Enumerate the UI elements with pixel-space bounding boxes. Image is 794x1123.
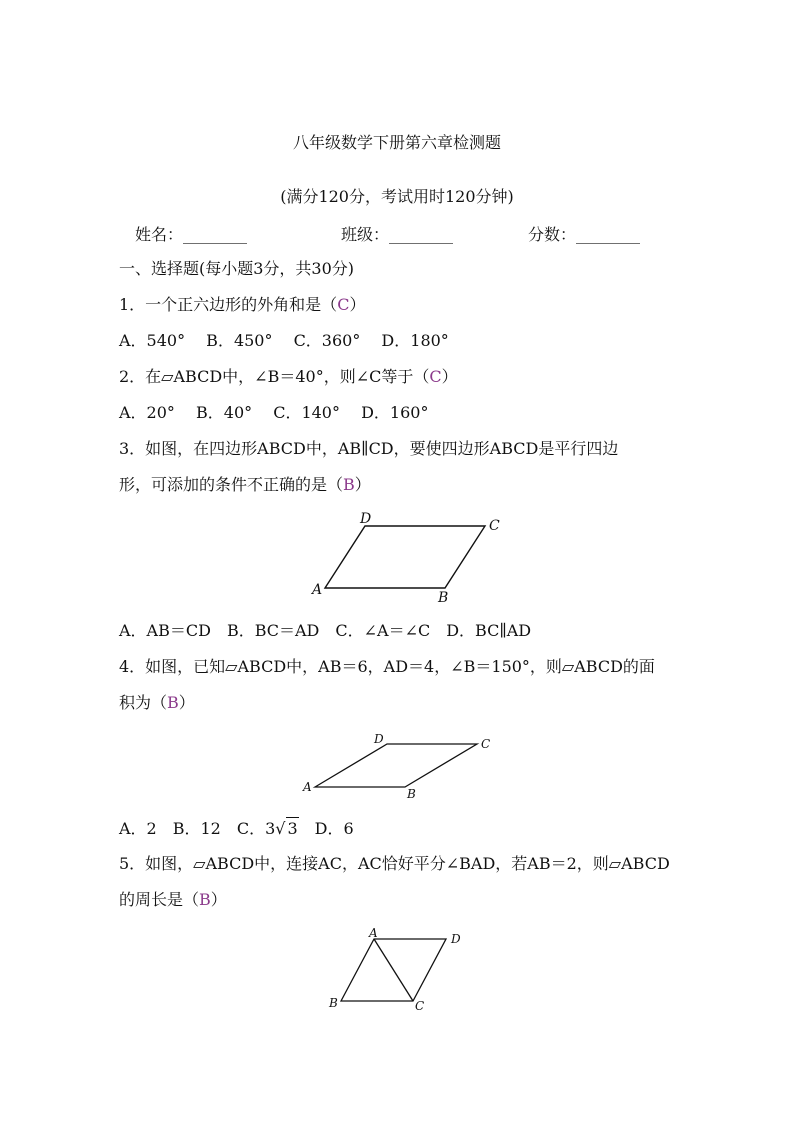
page-title: 八年级数学下册第六章检测题 — [292, 133, 501, 152]
question-4-text: 积为（ — [119, 693, 168, 712]
vertex-label-d: D — [374, 732, 384, 746]
question-3-stem-line-1: 3．如图，在四边形ABCD中，AB∥CD，要使四边形ABCD是平行四边 — [119, 439, 619, 458]
vertex-label-c: C — [489, 518, 500, 534]
page-subtitle: (满分120分，考试用时120分钟) — [280, 187, 514, 206]
question-3-options: A．AB＝CD B．BC＝AD C．∠A＝∠C D．BC∥AD — [119, 621, 532, 640]
question-3-answer: B — [343, 475, 355, 494]
vertex-label-a: A — [312, 582, 323, 598]
name-field-label: 姓名：________ — [135, 225, 248, 244]
question-3-figure — [300, 505, 520, 610]
question-1-close: ） — [349, 295, 366, 314]
parallelogram-shape — [325, 526, 485, 588]
diagonal-ac — [374, 939, 413, 1001]
question-2-text: 2．在▱ABCD中，∠B＝40°，则∠C等于（ — [119, 367, 430, 386]
question-2-close: ） — [441, 367, 458, 386]
vertex-label-c: C — [415, 999, 425, 1013]
vertex-label-b: B — [438, 590, 449, 606]
question-4-close: ） — [178, 693, 195, 712]
vertex-label-a: A — [369, 926, 378, 940]
question-1-stem — [119, 294, 365, 316]
question-3-close: ） — [354, 475, 371, 494]
question-4-figure — [295, 728, 505, 803]
question-5-answer: B — [199, 890, 211, 909]
question-4-options-suffix: D．6 — [298, 819, 354, 838]
question-5-stem-line-2 — [119, 889, 227, 911]
question-4-stem-line-2 — [119, 692, 195, 714]
question-1-options: A．540° B．450° C．360° D．180° — [119, 331, 449, 350]
question-1-text: 1．一个正六边形的外角和是（ — [119, 295, 338, 314]
question-4-answer: B — [167, 693, 179, 712]
question-1-answer: C — [337, 295, 350, 314]
vertex-label-b: B — [407, 787, 416, 801]
score-field-label: 分数：________ — [528, 225, 641, 244]
question-4-stem-line-1: 4．如图，已知▱ABCD中，AB＝6，AD＝4，∠B＝150°，则▱ABCD的面 — [119, 657, 655, 676]
question-3-text: 形，可添加的条件不正确的是（ — [119, 475, 344, 494]
question-5-close: ） — [210, 890, 227, 909]
square-root: √ 3 — [275, 819, 298, 838]
question-5-figure — [320, 922, 470, 1017]
question-4-options — [119, 817, 354, 840]
question-2-stem — [119, 366, 458, 388]
question-2-options: A．20° B．40° C．140° D．160° — [119, 403, 429, 422]
square-root-radicand: 3 — [287, 819, 298, 838]
question-2-answer: C — [429, 367, 442, 386]
vertex-label-b: B — [329, 996, 338, 1010]
vertex-label-d: D — [360, 511, 372, 527]
vertex-label-a: A — [303, 780, 312, 794]
vertex-label-d: D — [451, 932, 461, 946]
parallelogram-shape — [315, 744, 477, 787]
question-5-text: 的周长是（ — [119, 890, 200, 909]
class-field-label: 班级：________ — [341, 225, 454, 244]
section-heading: 一、选择题(每小题3分，共30分) — [119, 259, 355, 278]
question-3-stem-line-2 — [119, 474, 371, 496]
vertex-label-c: C — [481, 737, 491, 751]
question-4-options-prefix: A．2 B．12 C．3 — [119, 819, 276, 838]
question-5-stem-line-1: 5．如图，▱ABCD中，连接AC，AC恰好平分∠BAD，若AB＝2，则▱ABCD — [119, 854, 670, 873]
